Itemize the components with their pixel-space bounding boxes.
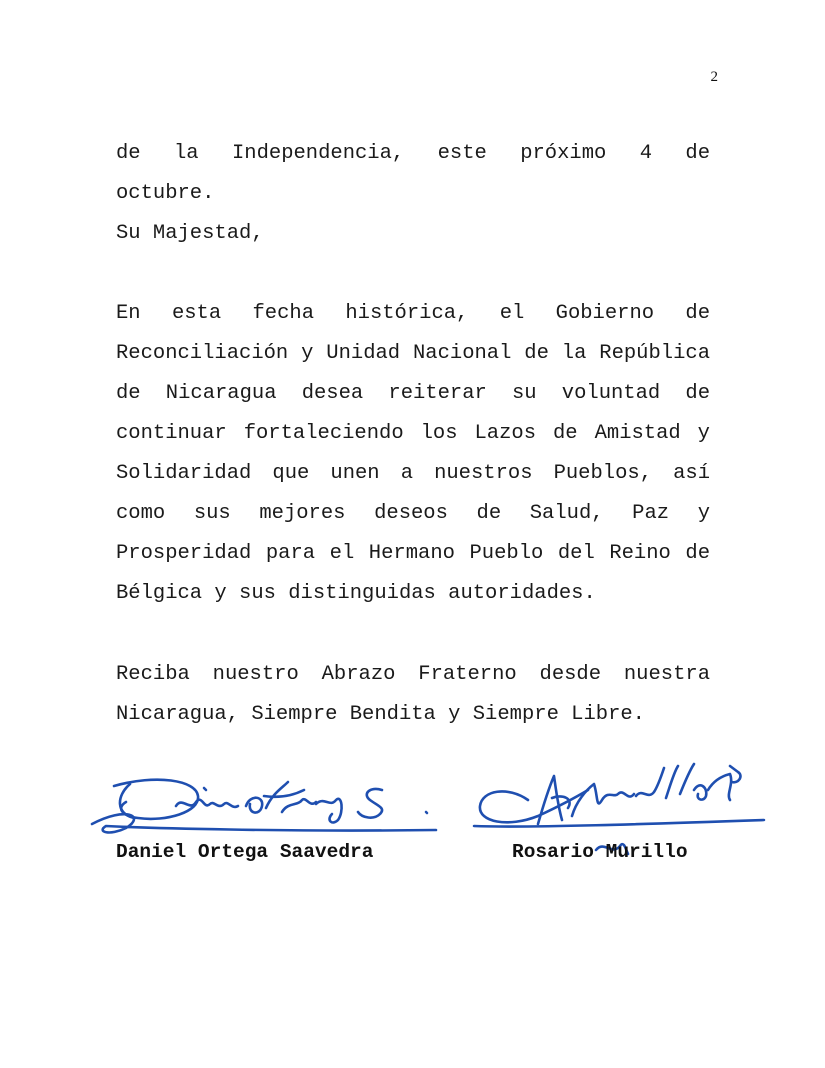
page-number: 2 — [710, 69, 718, 85]
paragraph-main: En esta fecha histórica, el Gobierno de Reconciliación y Unidad Nacional de la República de Nicaragua desea reiterar su voluntad de continuar fortaleciendo los Lazos de Amistad y Solidaridad que unen a nuestros Pueblos, así como sus mejores deseos de Salud, Paz y Prosperidad para el Hermano Pueblo del Reino de Bélgica y sus distinguidas autoridades. — [116, 302, 710, 605]
paragraph-line: octubre. — [116, 182, 215, 205]
signer-name-right: Rosario Murillo — [512, 841, 688, 863]
signer-name-left: Daniel Ortega Saavedra — [116, 841, 374, 863]
salutation: Su Majestad, — [116, 222, 264, 245]
paragraph-line: de la Independencia, este próximo 4 de — [116, 142, 710, 165]
signature-daniel-ortega — [86, 766, 446, 846]
paragraph-closing: Reciba nuestro Abrazo Fraterno desde nuestra Nicaragua, Siempre Bendita y Siempre Libre. — [116, 663, 710, 726]
paragraph-continuation — [116, 134, 710, 214]
